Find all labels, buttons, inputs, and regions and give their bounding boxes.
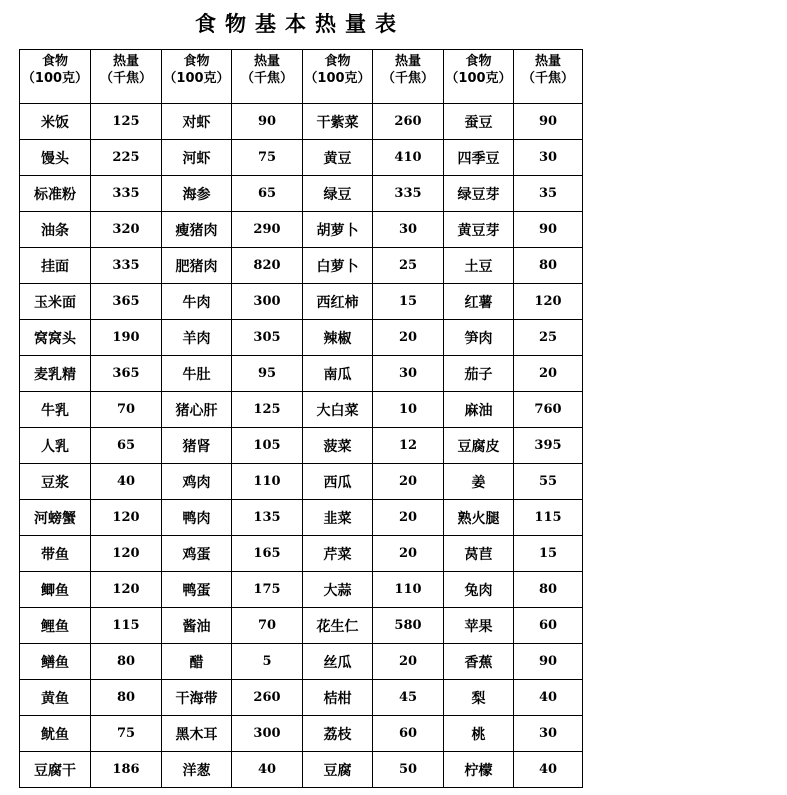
energy-value-cell: 115 — [514, 500, 583, 536]
energy-value-cell: 290 — [232, 212, 303, 248]
food-name-cell: 姜 — [444, 464, 514, 500]
energy-value-cell: 120 — [514, 284, 583, 320]
food-name-cell: 豆腐 — [303, 752, 373, 788]
page-title: 食物基本热量表 — [195, 12, 405, 36]
energy-value-cell: 820 — [232, 248, 303, 284]
food-name-cell: 牛肉 — [162, 284, 232, 320]
food-name-cell: 鳝鱼 — [20, 644, 91, 680]
header-food-col — [20, 50, 91, 104]
food-name-cell: 干紫菜 — [303, 104, 373, 140]
food-name-cell: 西红柿 — [303, 284, 373, 320]
header-row — [20, 50, 583, 104]
energy-value-cell: 335 — [91, 176, 162, 212]
header-energy-label: 热量 — [534, 54, 561, 69]
food-name-cell: 瘦猪肉 — [162, 212, 232, 248]
header-food-unit: （100克） — [304, 71, 371, 86]
food-name-cell: 豆腐皮 — [444, 428, 514, 464]
food-name-cell: 苹果 — [444, 608, 514, 644]
food-name-cell: 醋 — [162, 644, 232, 680]
food-name-cell: 笋肉 — [444, 320, 514, 356]
energy-value-cell: 320 — [91, 212, 162, 248]
energy-value-cell: 260 — [232, 680, 303, 716]
energy-value-cell: 40 — [91, 464, 162, 500]
table-row — [20, 572, 583, 608]
food-name-cell: 茄子 — [444, 356, 514, 392]
energy-value-cell: 225 — [91, 140, 162, 176]
food-name-cell: 红薯 — [444, 284, 514, 320]
energy-value-cell: 12 — [373, 428, 444, 464]
food-name-cell: 对虾 — [162, 104, 232, 140]
energy-value-cell: 110 — [373, 572, 444, 608]
food-name-cell: 桃 — [444, 716, 514, 752]
energy-value-cell: 335 — [91, 248, 162, 284]
header-food-label: 食物 — [465, 54, 492, 69]
energy-value-cell: 60 — [514, 608, 583, 644]
table-row — [20, 536, 583, 572]
food-name-cell: 西瓜 — [303, 464, 373, 500]
table-row — [20, 716, 583, 752]
food-name-cell: 桔柑 — [303, 680, 373, 716]
food-name-cell: 南瓜 — [303, 356, 373, 392]
food-name-cell: 梨 — [444, 680, 514, 716]
food-name-cell: 干海带 — [162, 680, 232, 716]
energy-value-cell: 15 — [514, 536, 583, 572]
energy-value-cell: 365 — [91, 356, 162, 392]
food-name-cell: 胡萝卜 — [303, 212, 373, 248]
header-food-label: 食物 — [41, 54, 68, 69]
energy-value-cell: 760 — [514, 392, 583, 428]
energy-value-cell: 95 — [232, 356, 303, 392]
food-name-cell: 鱿鱼 — [20, 716, 91, 752]
header-energy-unit: （千焦） — [99, 71, 152, 86]
food-name-cell: 洋葱 — [162, 752, 232, 788]
energy-value-cell: 30 — [514, 140, 583, 176]
food-name-cell: 鸡蛋 — [162, 536, 232, 572]
energy-value-cell: 120 — [91, 572, 162, 608]
food-name-cell: 油条 — [20, 212, 91, 248]
energy-value-cell: 186 — [91, 752, 162, 788]
energy-value-cell: 105 — [232, 428, 303, 464]
food-name-cell: 花生仁 — [303, 608, 373, 644]
header-food-col — [162, 50, 232, 104]
food-name-cell: 海参 — [162, 176, 232, 212]
energy-value-cell: 120 — [91, 536, 162, 572]
energy-value-cell: 55 — [514, 464, 583, 500]
energy-value-cell: 135 — [232, 500, 303, 536]
header-food-unit: （100克） — [163, 71, 230, 86]
food-name-cell: 菠菜 — [303, 428, 373, 464]
energy-value-cell: 90 — [232, 104, 303, 140]
food-name-cell: 蚕豆 — [444, 104, 514, 140]
energy-value-cell: 90 — [514, 212, 583, 248]
table-row — [20, 356, 583, 392]
table-row — [20, 284, 583, 320]
header-energy-label: 热量 — [253, 54, 280, 69]
header-energy-label: 热量 — [112, 54, 139, 69]
food-name-cell: 兔肉 — [444, 572, 514, 608]
header-energy-unit: （千焦） — [521, 71, 574, 86]
food-name-cell: 窝窝头 — [20, 320, 91, 356]
food-name-cell: 荔枝 — [303, 716, 373, 752]
table-row — [20, 104, 583, 140]
food-name-cell: 鸡肉 — [162, 464, 232, 500]
food-name-cell: 豆浆 — [20, 464, 91, 500]
energy-value-cell: 10 — [373, 392, 444, 428]
table-row — [20, 464, 583, 500]
energy-value-cell: 80 — [514, 248, 583, 284]
food-name-cell: 麻油 — [444, 392, 514, 428]
food-name-cell: 韭菜 — [303, 500, 373, 536]
energy-value-cell: 80 — [91, 644, 162, 680]
energy-value-cell: 305 — [232, 320, 303, 356]
energy-value-cell: 20 — [373, 464, 444, 500]
energy-value-cell: 25 — [514, 320, 583, 356]
energy-value-cell: 190 — [91, 320, 162, 356]
food-name-cell: 鲫鱼 — [20, 572, 91, 608]
table-row — [20, 680, 583, 716]
food-name-cell: 黑木耳 — [162, 716, 232, 752]
energy-value-cell: 65 — [232, 176, 303, 212]
food-name-cell: 标准粉 — [20, 176, 91, 212]
energy-value-cell: 165 — [232, 536, 303, 572]
food-name-cell: 牛乳 — [20, 392, 91, 428]
energy-value-cell: 5 — [232, 644, 303, 680]
table-row — [20, 320, 583, 356]
energy-value-cell: 20 — [373, 500, 444, 536]
energy-value-cell: 125 — [91, 104, 162, 140]
header-food-unit: （100克） — [445, 71, 512, 86]
energy-value-cell: 45 — [373, 680, 444, 716]
food-name-cell: 黄豆 — [303, 140, 373, 176]
food-name-cell: 黄豆芽 — [444, 212, 514, 248]
energy-value-cell: 410 — [373, 140, 444, 176]
energy-value-cell: 70 — [91, 392, 162, 428]
food-name-cell: 河虾 — [162, 140, 232, 176]
energy-value-cell: 30 — [514, 716, 583, 752]
food-name-cell: 带鱼 — [20, 536, 91, 572]
energy-value-cell: 20 — [373, 536, 444, 572]
header-energy-col — [91, 50, 162, 104]
food-name-cell: 柠檬 — [444, 752, 514, 788]
food-name-cell: 白萝卜 — [303, 248, 373, 284]
table-row — [20, 644, 583, 680]
energy-value-cell: 20 — [514, 356, 583, 392]
food-name-cell: 丝瓜 — [303, 644, 373, 680]
food-name-cell: 大白菜 — [303, 392, 373, 428]
table-row — [20, 392, 583, 428]
energy-value-cell: 15 — [373, 284, 444, 320]
food-name-cell: 人乳 — [20, 428, 91, 464]
energy-value-cell: 35 — [514, 176, 583, 212]
header-food-col — [444, 50, 514, 104]
food-name-cell: 香蕉 — [444, 644, 514, 680]
food-name-cell: 鸭肉 — [162, 500, 232, 536]
energy-value-cell: 115 — [91, 608, 162, 644]
food-name-cell: 豆腐干 — [20, 752, 91, 788]
table-row — [20, 176, 583, 212]
energy-value-cell: 75 — [232, 140, 303, 176]
energy-value-cell: 335 — [373, 176, 444, 212]
header-energy-col — [373, 50, 444, 104]
energy-value-cell: 300 — [232, 716, 303, 752]
food-name-cell: 熟火腿 — [444, 500, 514, 536]
table-row — [20, 608, 583, 644]
food-name-cell: 挂面 — [20, 248, 91, 284]
food-name-cell: 羊肉 — [162, 320, 232, 356]
energy-value-cell: 75 — [91, 716, 162, 752]
food-name-cell: 麦乳精 — [20, 356, 91, 392]
food-name-cell: 酱油 — [162, 608, 232, 644]
energy-value-cell: 260 — [373, 104, 444, 140]
header-food-label: 食物 — [183, 54, 210, 69]
energy-value-cell: 25 — [373, 248, 444, 284]
food-name-cell: 辣椒 — [303, 320, 373, 356]
table-body — [20, 104, 583, 788]
energy-value-cell: 65 — [91, 428, 162, 464]
food-name-cell: 绿豆 — [303, 176, 373, 212]
food-name-cell: 莴苣 — [444, 536, 514, 572]
energy-value-cell: 80 — [91, 680, 162, 716]
food-name-cell: 绿豆芽 — [444, 176, 514, 212]
food-name-cell: 大蒜 — [303, 572, 373, 608]
energy-value-cell: 20 — [373, 320, 444, 356]
energy-value-cell: 110 — [232, 464, 303, 500]
food-name-cell: 四季豆 — [444, 140, 514, 176]
energy-value-cell: 80 — [514, 572, 583, 608]
energy-value-cell: 90 — [514, 644, 583, 680]
food-name-cell: 肥猪肉 — [162, 248, 232, 284]
header-energy-unit: （千焦） — [240, 71, 293, 86]
energy-value-cell: 300 — [232, 284, 303, 320]
energy-value-cell: 580 — [373, 608, 444, 644]
header-food-unit: （100克） — [21, 71, 89, 86]
energy-value-cell: 90 — [514, 104, 583, 140]
energy-value-cell: 175 — [232, 572, 303, 608]
table-row — [20, 140, 583, 176]
food-name-cell: 黄鱼 — [20, 680, 91, 716]
energy-value-cell: 40 — [232, 752, 303, 788]
food-name-cell: 玉米面 — [20, 284, 91, 320]
table-row — [20, 212, 583, 248]
energy-value-cell: 20 — [373, 644, 444, 680]
food-name-cell: 鸭蛋 — [162, 572, 232, 608]
table-row — [20, 248, 583, 284]
energy-value-cell: 60 — [373, 716, 444, 752]
calorie-table — [19, 49, 583, 788]
table-row — [20, 752, 583, 788]
food-name-cell: 鲤鱼 — [20, 608, 91, 644]
food-name-cell: 米饭 — [20, 104, 91, 140]
energy-value-cell: 70 — [232, 608, 303, 644]
table-row — [20, 428, 583, 464]
energy-value-cell: 40 — [514, 752, 583, 788]
food-name-cell: 猪肾 — [162, 428, 232, 464]
energy-value-cell: 30 — [373, 212, 444, 248]
food-name-cell: 河螃蟹 — [20, 500, 91, 536]
energy-value-cell: 50 — [373, 752, 444, 788]
food-name-cell: 猪心肝 — [162, 392, 232, 428]
food-name-cell: 牛肚 — [162, 356, 232, 392]
food-name-cell: 土豆 — [444, 248, 514, 284]
food-name-cell: 芹菜 — [303, 536, 373, 572]
header-energy-col — [232, 50, 303, 104]
energy-value-cell: 395 — [514, 428, 583, 464]
header-energy-unit: （千焦） — [381, 71, 434, 86]
energy-value-cell: 365 — [91, 284, 162, 320]
header-food-label: 食物 — [324, 54, 351, 69]
energy-value-cell: 125 — [232, 392, 303, 428]
header-energy-col — [514, 50, 583, 104]
food-name-cell: 馒头 — [20, 140, 91, 176]
energy-value-cell: 30 — [373, 356, 444, 392]
energy-value-cell: 40 — [514, 680, 583, 716]
header-food-col — [303, 50, 373, 104]
table-row — [20, 500, 583, 536]
energy-value-cell: 120 — [91, 500, 162, 536]
header-energy-label: 热量 — [394, 54, 421, 69]
